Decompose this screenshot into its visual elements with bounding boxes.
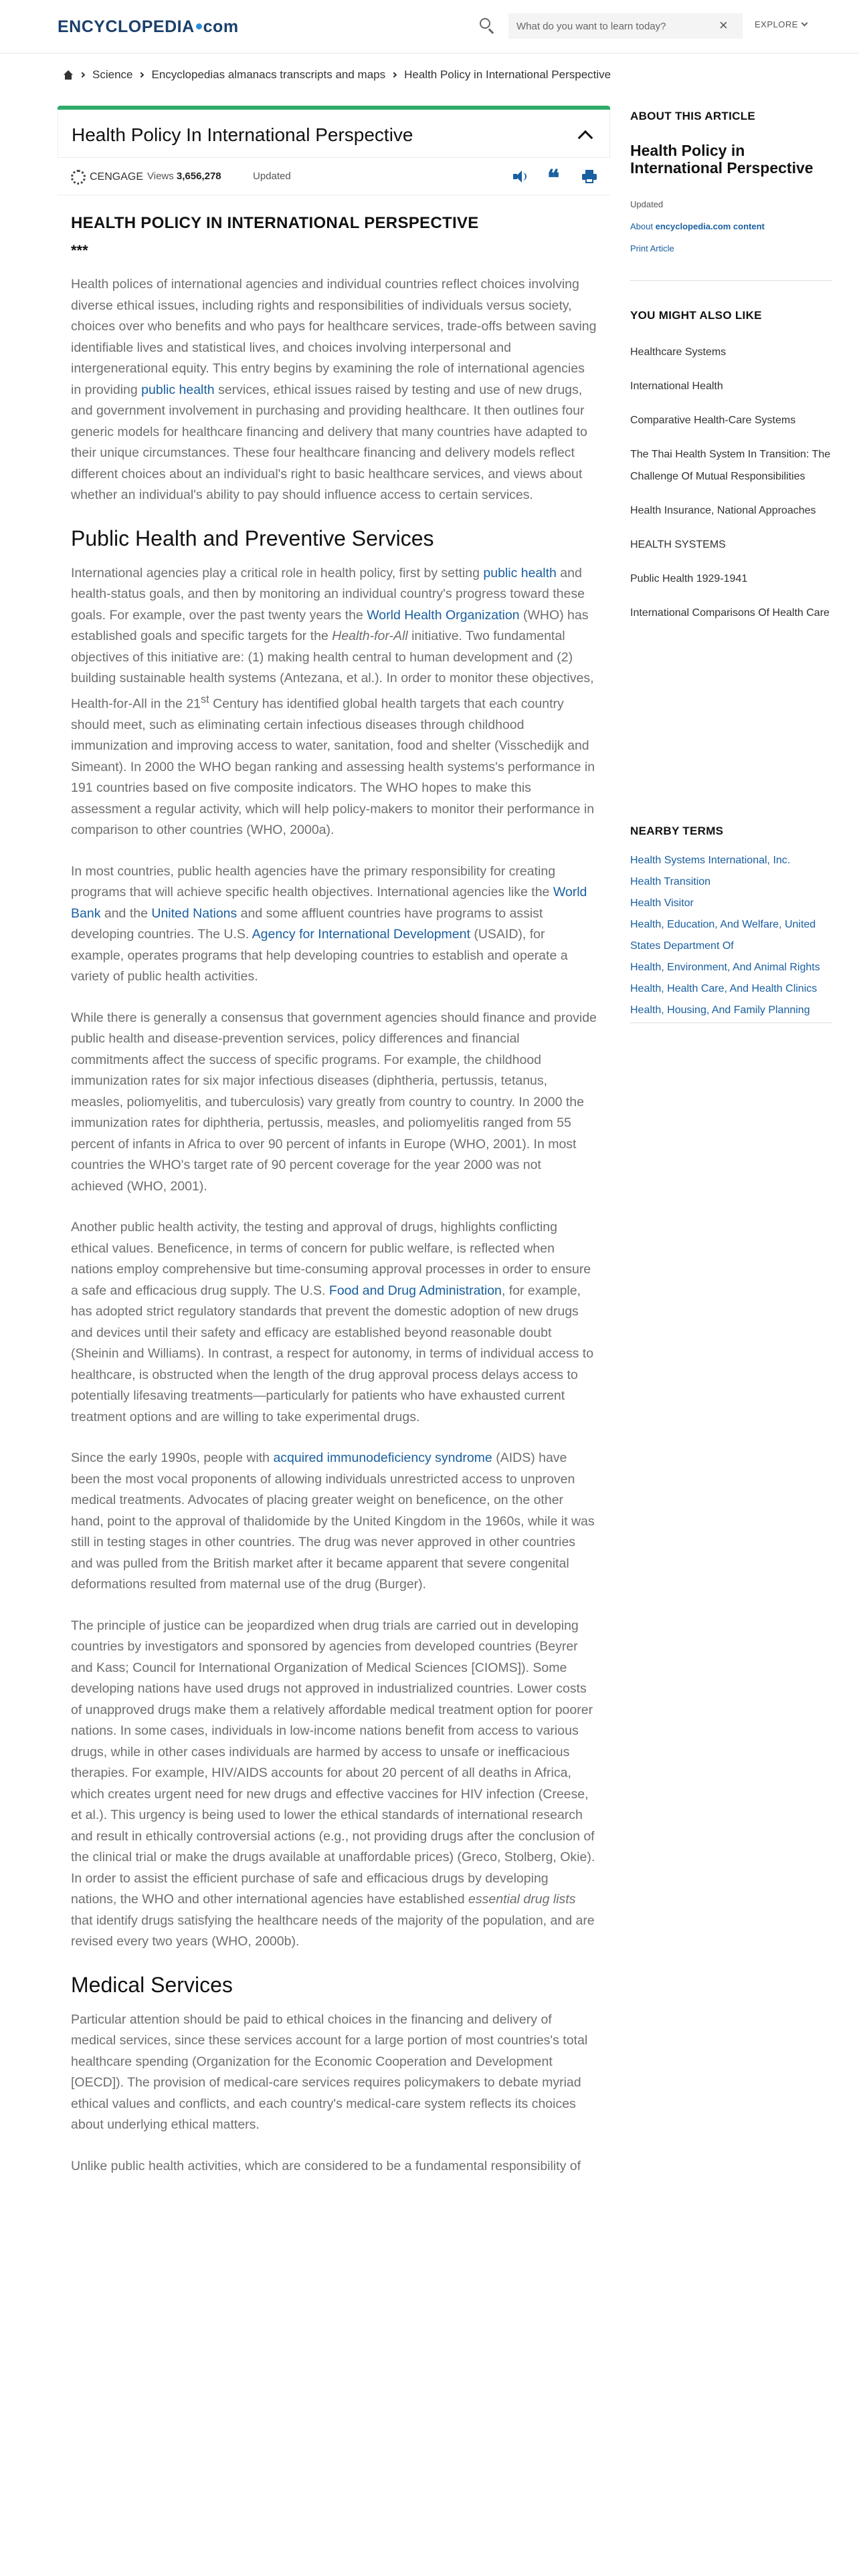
breadcrumb-separator-icon	[80, 72, 85, 78]
paragraph: Particular attention should be paid to ethical choices in the financing and delivery of medical services, since these services account for a large portion of most countries's total healthcare spending (Organization for the Economic Cooperation and Development [OECD]). The provision of medical-care services requires policymakers to debate myriad ethical values and conflicts, and each country's medical-care system reflects its choices about underlying ethical matters.	[71, 2012, 588, 2132]
about-prefix: About	[630, 221, 653, 231]
italic-text: essential drug lists	[468, 1892, 576, 1907]
related-item[interactable]: Public Health 1929-1941	[630, 573, 748, 584]
about-content-link[interactable]: encyclopedia.com content	[655, 221, 765, 231]
text-run: Another public health activity, the testing and approval of drugs, highlights conflicting ethical values. Beneficence, in terms of concern for public welfare, is reflected when nations employ comprehensive but time-consuming approval processes in order to ensure a safe and efficacious drug supply. The U.S.	[71, 1220, 591, 1298]
document-title: HEALTH POLICY IN INTERNATIONAL PERSPECTIVE	[71, 214, 479, 232]
text-run: and the	[100, 905, 152, 921]
text-run: and health-status goals, and then by monitoring an individual country's progress toward these goals. For example, over the past twenty years the	[71, 565, 585, 623]
related-item[interactable]: The Thai Health System In Transition: The Challenge Of Mutual Responsibilities	[630, 449, 831, 482]
about-updated: Updated	[630, 199, 664, 209]
related-item[interactable]: International Comparisons Of Health Care	[630, 607, 830, 619]
related-item[interactable]: HEALTH SYSTEMS	[630, 539, 726, 550]
about-heading: ABOUT THIS ARTICLE	[630, 110, 756, 122]
link-usaid[interactable]: Agency for International Development	[252, 927, 470, 942]
related-item[interactable]: Healthcare Systems	[630, 346, 727, 358]
link-aids[interactable]: acquired immunodeficiency syndrome	[273, 1451, 492, 1465]
nearby-term[interactable]: Health Systems International, Inc.	[630, 855, 791, 866]
about-article-title: Health Policy in International Perspective	[630, 142, 814, 177]
text-run: International agencies play a critical role in health policy, first by setting	[71, 565, 484, 580]
breadcrumb-separator-icon	[138, 72, 144, 78]
link-world-health-organization[interactable]: World Health Organization	[367, 607, 520, 623]
publisher	[71, 170, 143, 185]
text-run: (USAID), for example, operates programs that help developing countries to establish and operate a variety of public health activities.	[71, 927, 568, 984]
link-world-bank[interactable]: World Bank	[71, 885, 587, 921]
text-run: (AIDS) have been the most vocal proponents of allowing individuals unrestricted access to unproven medical treatments. Advocates of placing greater weight on beneficence, on the other hand, point to the approval of thalidomide by the United Kingdom in the 1960s, while it was still in testing stages in other countries. The drug was never approved in other countries and was pulled from the British market after it became apparent that severe congenital deformations resulted from maternal use of the drug (Burger).	[71, 1451, 595, 1592]
print-icon[interactable]	[582, 170, 597, 183]
breadcrumb-current: Health Policy in International Perspective	[404, 68, 611, 81]
nearby-term[interactable]: Health, Health Care, And Health Clinics	[630, 983, 818, 994]
logo-text: ENCYCLOPEDIA	[58, 17, 195, 36]
nearby-term[interactable]: Health, Education, And Welfare, United States Department Of	[630, 919, 816, 952]
paragraph: Unlike public health activities, which are considered to be a fundamental responsibility of	[71, 2158, 581, 2173]
paragraph: While there is generally a consensus that government agencies should finance and provide public health and disease-prevention services, policy differences and financial commitments affect the success of specific programs. For example, the childhood immunization rates for six major infectious diseases (diphtheria, pertussis, tetanus, measles, poliomyelitis, and tuberculosis) vary greatly from country to country. In 2000 the immunization rates for diphtheria, pertussis, measles, and poliomyelitis ranged from 55 percent of infants in Africa to over 90 percent of infants in Europe (WHO, 2001). In most countries the WHO's target rate of 90 percent coverage for the year 2000 was not achieved (WHO, 2001).	[71, 1010, 597, 1194]
text-run: services, ethical issues raised by testing and use of new drugs, and government involvement in purchasing and providing healthcare. It then outlines four generic models for healthcare financing and delivery that many countries have adapted to their unique circumstances. These four healthcare financing and delivery models reflect different choices about an individual's right to basic healthcare services, and views about whether an individual's ability to pay should influence access to certain services.	[71, 382, 587, 502]
divider	[630, 280, 832, 281]
nearby-term[interactable]: Health Visitor	[630, 897, 694, 909]
link-public-health[interactable]: public health	[141, 382, 215, 397]
text-run: Health polices of international agencies and individual countries reflect choices involving diverse ethical issues, including rights and responsibilities of individuals versus society, choices over who benefits and who pays for healthcare services, trade-offs between saving identifiable lives and statistical lives, and choices involving interpersonal and intergenerational equity. This entry begins by examining the role of international agencies in providing	[71, 277, 597, 397]
article-card	[58, 106, 610, 2197]
related-list	[630, 341, 832, 624]
print-article-link[interactable]: Print Article	[630, 243, 674, 253]
chevron-down-icon	[801, 20, 807, 27]
italic-text: Health-for-All	[332, 629, 408, 643]
cengage-logo-icon	[71, 170, 86, 185]
paragraph	[71, 861, 597, 988]
text-run: , for example, has adopted strict regulatory standards that prevent the domestic adoption of new drugs and devices until their safety and efficacy are established beyond reasonable doubt (Sheinin and Williams). In contrast, a respect for autonomy, in terms of individual access to healthcare, is obstructed when the length of the drug approval process delays access to potentially lifesaving treatments—particularly for patients who have exhausted current treatment options and are willing to take experimental drugs.	[71, 1283, 594, 1424]
text-run: initiative. Two fundamental objectives of this initiative are: (1) making health central to human development and (2) building sustainable health systems (Antezana, et al.). In order to monitor these objectives, Health-for-All in the 21	[71, 629, 594, 711]
site-logo[interactable]	[58, 17, 239, 37]
article-header	[58, 110, 610, 158]
logo-suffix: com	[203, 17, 239, 36]
related-item[interactable]: Comparative Health-Care Systems	[630, 415, 796, 426]
text-run: Since the early 1990s, people with	[71, 1451, 274, 1465]
breadcrumb	[63, 68, 611, 82]
nearby-terms-list	[630, 850, 832, 1023]
search-icon[interactable]	[478, 17, 496, 34]
publisher-name: CENGAGE	[90, 171, 144, 183]
section-heading-medical-services: Medical Services	[71, 1972, 233, 1997]
nearby-term[interactable]: Health, Housing, And Family Planning	[630, 1004, 810, 1016]
you-might-also-like-heading: YOU MIGHT ALSO LIKE	[630, 309, 762, 322]
cite-quote-icon[interactable]: ❝	[547, 165, 560, 192]
nearby-terms-heading: NEARBY TERMS	[630, 825, 724, 837]
link-fda[interactable]: Food and Drug Administration	[328, 1283, 502, 1298]
clear-search-icon[interactable]: ×	[719, 17, 728, 33]
about-content	[630, 221, 832, 231]
views-label: Views	[147, 171, 174, 182]
breadcrumb-separator-icon	[391, 72, 397, 78]
views-count	[147, 171, 221, 182]
views-value: 3,656,278	[176, 171, 221, 182]
intro-paragraph	[71, 274, 597, 506]
article-meta-bar	[58, 158, 610, 195]
paragraph	[71, 1217, 597, 1428]
text-run: (WHO) has established goals and specific targets for the	[71, 607, 589, 643]
breadcrumb-science[interactable]: Science	[92, 68, 133, 81]
text-run: and some affluent countries have programs to assist developing countries. The U.S.	[71, 905, 543, 942]
speaker-icon[interactable]	[512, 170, 527, 183]
explore-menu-button[interactable]	[755, 19, 807, 29]
search-input[interactable]	[508, 13, 743, 39]
text-run: In most countries, public health agencies have the primary responsibility for creating programs that will achieve specific health objectives. International agencies like the	[71, 863, 556, 899]
sidebar	[630, 106, 832, 1023]
paragraph	[71, 1616, 597, 1953]
section-heading-public-health: Public Health and Preventive Services	[71, 526, 434, 550]
article-tools	[512, 165, 597, 192]
text-run: The principle of justice can be jeopardized when drug trials are carried out in developing countries by investigators and sponsored by agencies from developed countries (Beyrer and Kass; Council for International Organization of Medical Sciences [CIOMS]). Some developing nations have used drugs not approved in industrialized countries. Lower costs of unapproved drugs make them a relatively affordable medical treatment option for poorer nations. In some cases, individuals in low-income nations benefit from access to various drugs, while in other cases individuals are harmed by access to unsafe or inefficacious therapies. For example, HIV/AIDS accounts for about 20 percent of all deaths in Africa, which creates urgent need for new drugs and effective vaccines for HIV infection (Creese, et al.). This urgency is being used to lower the ethical standards of international research and result in ethically controversial actions (e.g., not providing drugs after the conclusion of the clinical trial or make the drugs available at unaffordable prices) (Greco, Stolberg, Okie). In order to assist the efficient purchase of safe and efficacious drugs by developing nations, the WHO and other international agencies have established	[71, 1618, 595, 1907]
asterisk-separator: ***	[71, 242, 88, 259]
updated-label: Updated	[253, 171, 291, 182]
related-item[interactable]: Health Insurance, National Approaches	[630, 505, 816, 516]
text-run: Century has identified global health targets that each country should meet, such as eliminating certain infectious diseases through childhood immunization and improving access to water, sanitation, food and shelter (Visschedijk and Simeant). In 2000 the WHO began ranking and assessing health systems's performance in 191 countries based on five composite indicators. The WHO hopes to make this assessment a regular activity, which will help policy-makers to monitor their performance in comparison to other countries (WHO, 2000a).	[71, 696, 595, 837]
nearby-term[interactable]: Health, Environment, And Animal Rights	[630, 962, 820, 973]
article-header-title: Health Policy In International Perspective	[72, 124, 413, 145]
logo-dot	[196, 23, 202, 29]
superscript: st	[201, 693, 209, 706]
link-united-nations[interactable]: United Nations	[151, 905, 237, 921]
related-item[interactable]: International Health	[630, 381, 723, 392]
collapse-chevron-icon[interactable]	[578, 130, 593, 146]
article-body	[58, 195, 610, 2177]
nearby-term[interactable]: Health Transition	[630, 876, 711, 887]
text-run: that identify drugs satisfying the healthcare needs of the majority of the population, and are revised every two years (WHO, 2000b).	[71, 1913, 595, 1949]
paragraph	[71, 563, 597, 841]
home-icon[interactable]	[63, 70, 74, 80]
link-public-health[interactable]: public health	[483, 565, 557, 580]
breadcrumb-encyclopedias[interactable]: Encyclopedias almanacs transcripts and maps	[151, 68, 386, 81]
paragraph	[71, 1448, 597, 1596]
top-navigation-bar	[0, 0, 859, 53]
explore-label: EXPLORE	[755, 19, 798, 29]
